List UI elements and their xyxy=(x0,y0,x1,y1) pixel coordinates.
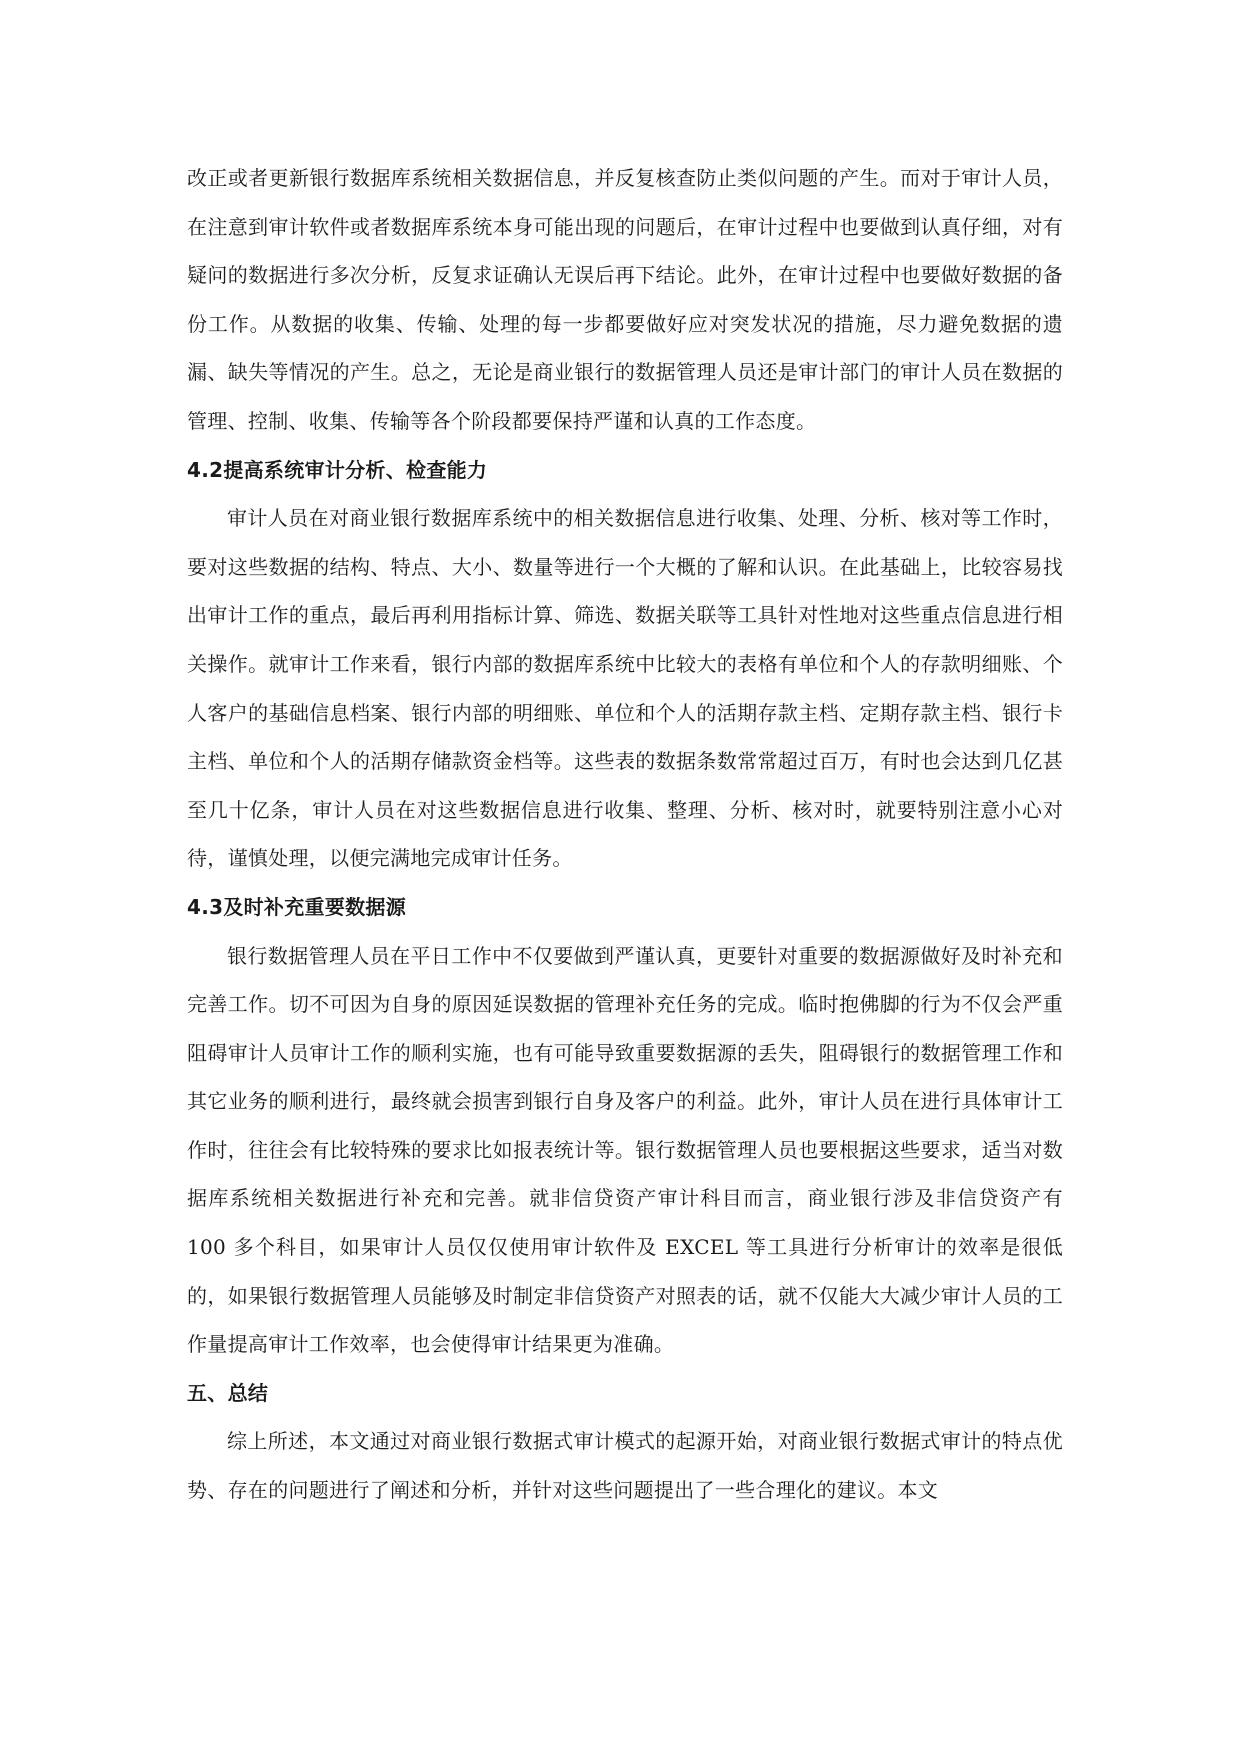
paragraph-data-management-conclusion: 改正或者更新银行数据库系统相关数据信息，并反复核查防止类似问题的产生。而对于审计人员，在注意到审计软件或者数据库系统本身可能出现的问题后，在审计过程中也要做到认真仔细，对有疑问的数据进行多次分析，反复求证确认无误后再下结论。此外，在审计过程中也要做好数据的备份工作。从数据的收集、传输、处理的每一步都要做好应对突发状况的措施，尽力避免数据的遗漏、缺失等情况的产生。总之，无论是商业银行的数据管理人员还是审计部门的审计人员在数据的管理、控制、收集、传输等各个阶段都要保持严谨和认真的工作态度。 xyxy=(187,166,1063,433)
paragraph-data-source-supplement: 银行数据管理人员在平日工作中不仅要做到严谨认真，更要针对重要的数据源做好及时补充和完善工作。切不可因为自身的原因延误数据的管理补充任务的完成。临时抱佛脚的行为不仅会严重阻碍审计人员审计工作的顺利实施，也有可能导致重要数据源的丢失，阻碍银行的数据管理工作和其它业务的顺利进行，最终就会损害到银行自身及客户的利益。此外，审计人员在进行具体审计工作时，往往会有比较特殊的要求比如报表统计等。银行数据管理人员也要根据这些要求，适当对数据库系统相关数据进行补充和完善。就非信贷资产审计科目而言，商业银行涉及非信贷资产有 100 多个科目，如果审计人员仅仅使用审计软件及 EXCEL 等工具进行分析审计的效率是很低的，如果银行数据管理人员能够及时制定非信贷资产对照表的话，就不仅能大大减少审计人员的工作量提高审计工作效率，也会使得审计结果更为准确。 xyxy=(187,943,1063,1357)
section-heading-4-3: 4.3及时补充重要数据源 xyxy=(187,894,407,919)
section-heading-4-2: 4.2提高系统审计分析、检查能力 xyxy=(187,457,488,482)
paragraph-audit-analysis-ability: 审计人员在对商业银行数据库系统中的相关数据信息进行收集、处理、分析、核对等工作时，要对这些数据的结构、特点、大小、数量等进行一个大概的了解和认识。在此基础上，比较容易找出审计工作的重点，最后再利用指标计算、筛选、数据关联等工具针对性地对这些重点信息进行相关操作。就审计工作来看，银行内部的数据库系统中比较大的表格有单位和个人的存款明细账、个人客户的基础信息档案、银行内部的明细账、单位和个人的活期存款主档、定期存款主档、银行卡主档、单位和个人的活期存储款资金档等。这些表的数据条数常常超过百万，有时也会达到几亿甚至几十亿条，审计人员在对这些数据信息进行收集、整理、分析、核对时，就要特别注意小心对待，谨慎处理，以便完满地完成审计任务。 xyxy=(187,506,1063,871)
paragraph-summary: 综上所述，本文通过对商业银行数据式审计模式的起源开始，对商业银行数据式审计的特点优势、存在的问题进行了阐述和分析，并针对这些问题提出了一些合理化的建议。本文 xyxy=(187,1429,1063,1503)
section-heading-summary: 五、总结 xyxy=(187,1380,269,1405)
document-body xyxy=(187,154,1063,1515)
